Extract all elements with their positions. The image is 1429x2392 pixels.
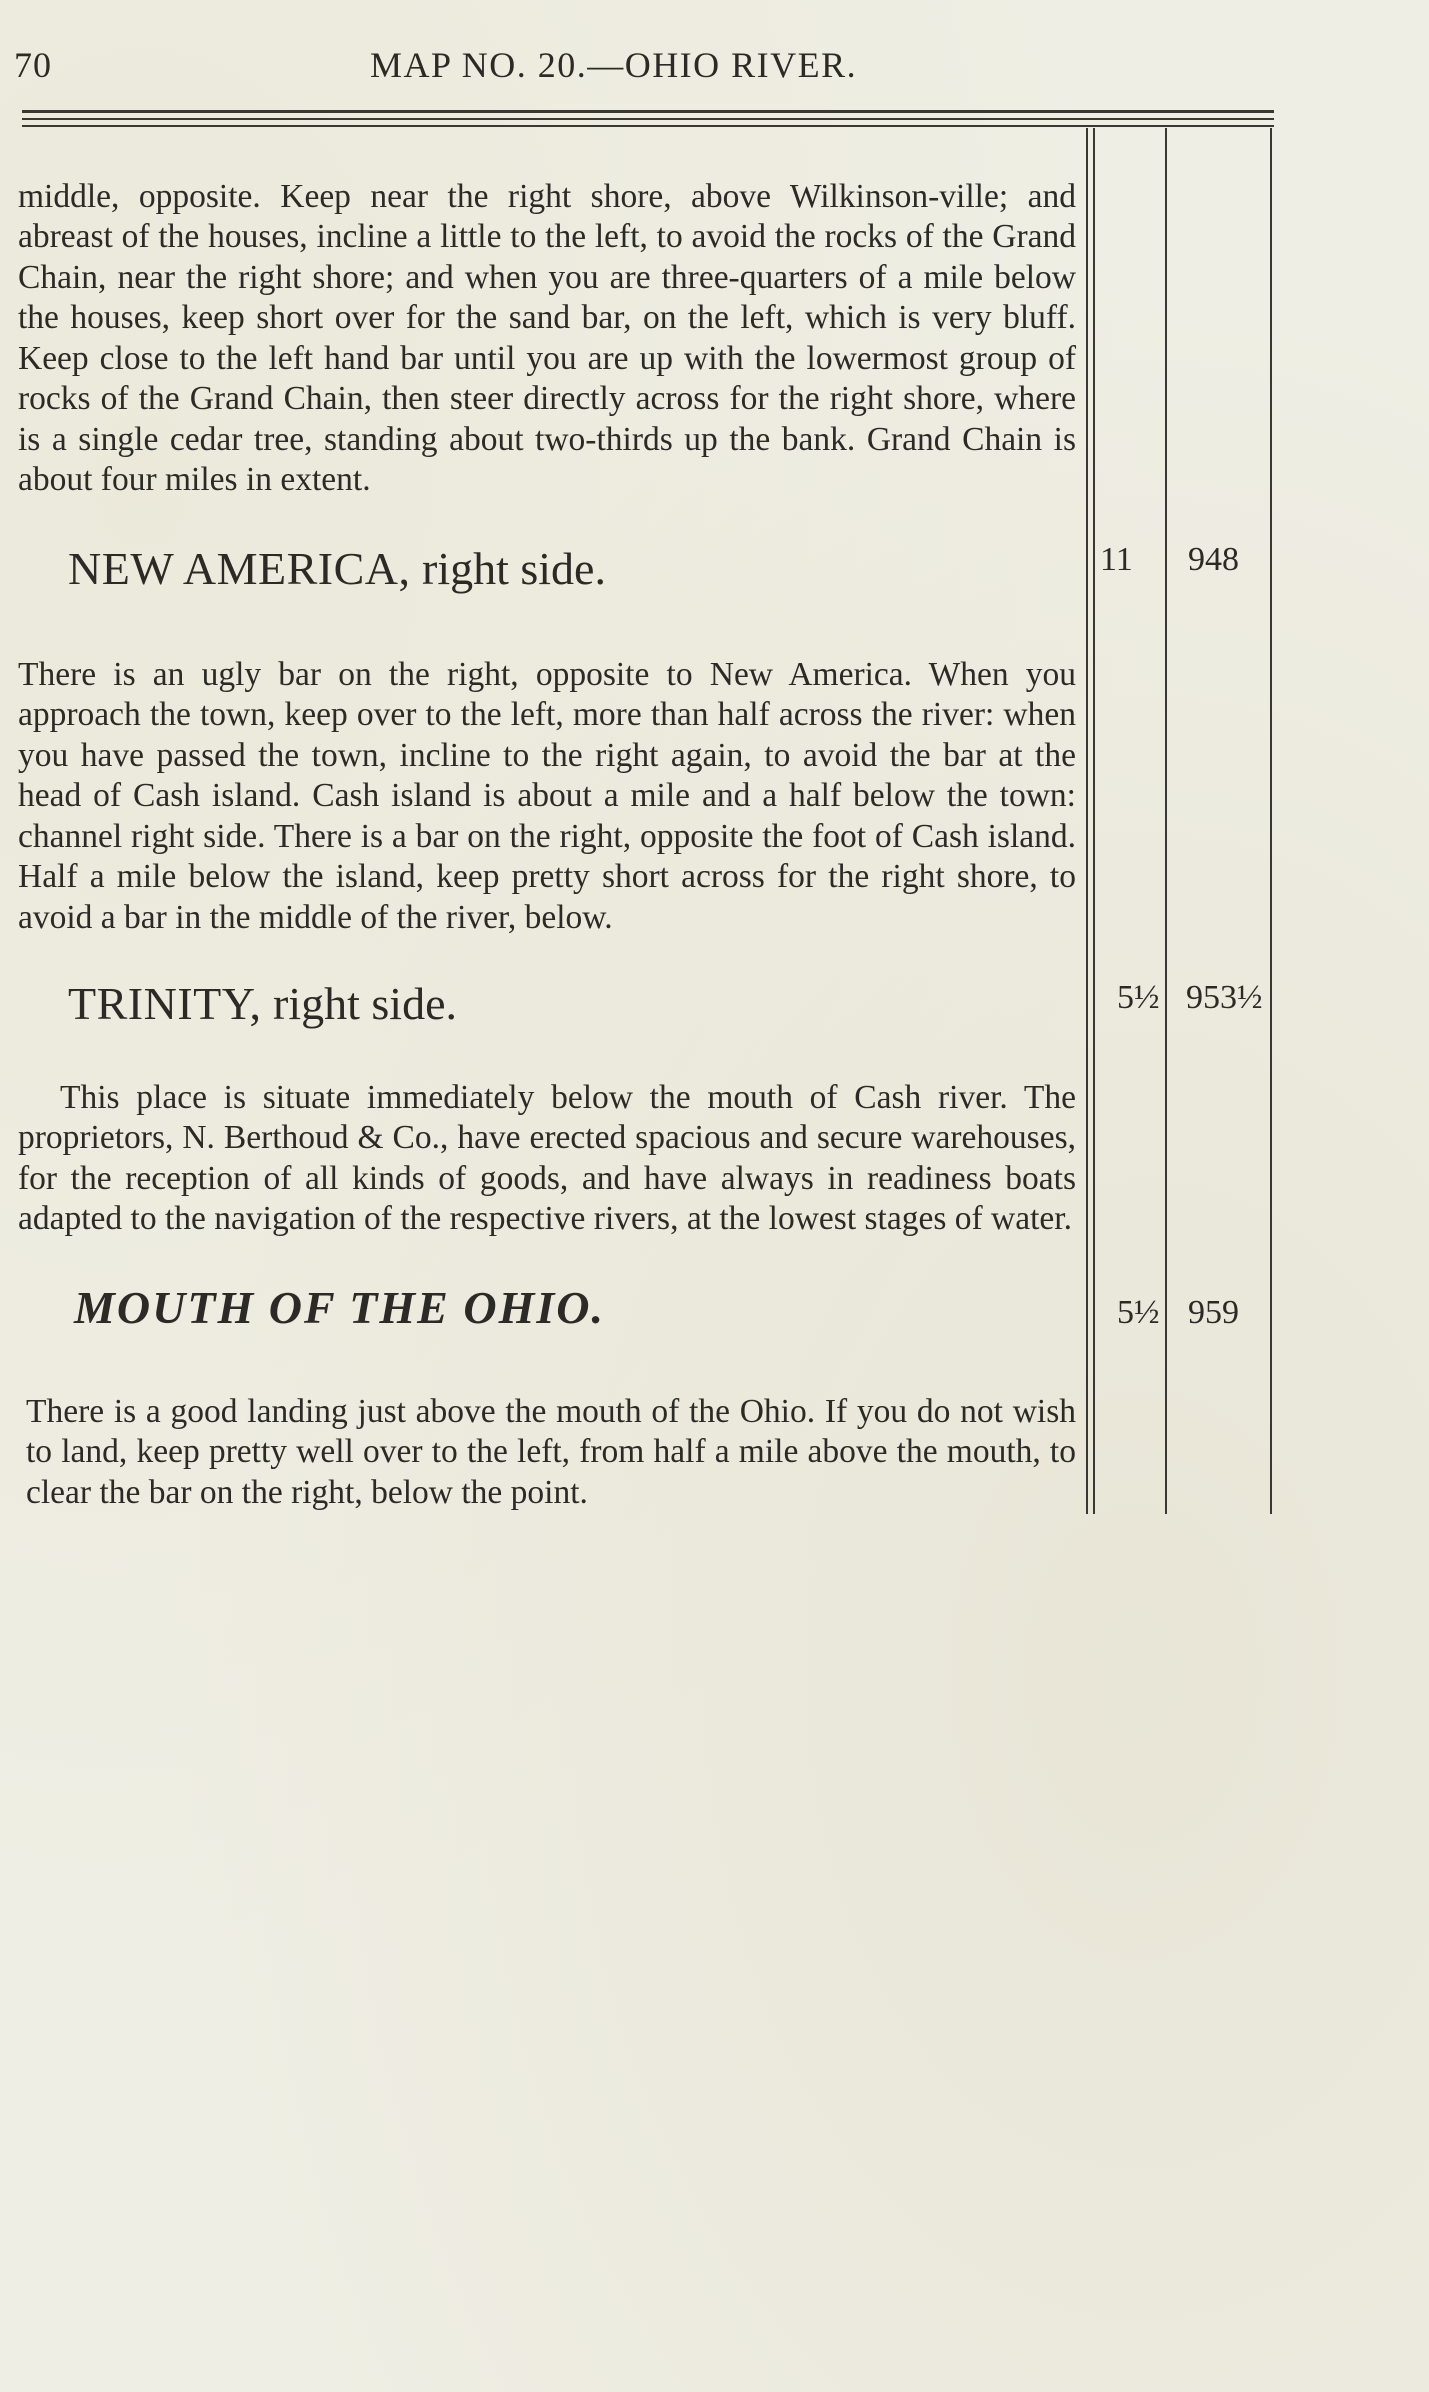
column-rule-left-inner bbox=[1093, 128, 1095, 1514]
column-rule-left-outer bbox=[1086, 128, 1088, 1514]
column-rule-right bbox=[1270, 128, 1272, 1514]
paragraph-new-america: There is an ugly bar on the right, opposite to New America. When you approach the town, keep over to the left, more than half across the river: when you have passed the town, incline to the right again, to avoid the bar at the head of Cash island. Cash island is about a mile and a half below the town: channel right side. There is a bar on the right, opposite the foot of Cash island. Half a mile below the island, keep pretty short across for the right shore, to avoid a bar in the middle of the river, below. bbox=[18, 655, 1076, 936]
heading-new-america bbox=[68, 544, 606, 594]
heading-trinity bbox=[68, 979, 457, 1029]
total-distance-new-america: 948 bbox=[1188, 541, 1239, 578]
distance-mouth-of-the-ohio: 5½ bbox=[1117, 1294, 1160, 1331]
header-rule-bottom bbox=[22, 125, 1274, 127]
distance-new-america: 11 bbox=[1100, 541, 1133, 578]
heading-trinity-name: TRINITY, bbox=[68, 978, 262, 1029]
heading-new-america-side: right side. bbox=[410, 543, 606, 594]
total-distance-mouth-of-the-ohio: 959 bbox=[1188, 1294, 1239, 1331]
paragraph-mouth-of-the-ohio: There is a good landing just above the mouth of the Ohio. If you do not wish to land, keep pretty well over to the left, from half a mile above the mouth, to clear the bar on the right, below the point. bbox=[26, 1392, 1076, 1511]
running-head: MAP NO. 20.—OHIO RIVER. bbox=[370, 45, 858, 85]
paragraph-trinity: This place is situate immediately below the mouth of Cash river. The proprietors, N. Berthoud & Co., have erected spacious and secure warehouses, for the reception of all kinds of goods, and have always in readiness boats adapted to the navigation of the respective rivers, at the lowest stages of water. bbox=[18, 1078, 1076, 1237]
heading-new-america-name: NEW AMERICA, bbox=[68, 543, 411, 594]
header-rule-top bbox=[22, 110, 1274, 113]
column-rule-middle bbox=[1165, 128, 1167, 1514]
heading-trinity-side: right side. bbox=[261, 978, 458, 1029]
distance-trinity: 5½ bbox=[1117, 979, 1160, 1016]
heading-mouth-of-the-ohio: MOUTH OF THE OHIO. bbox=[74, 1282, 605, 1333]
total-distance-trinity: 953½ bbox=[1186, 979, 1263, 1016]
header-rule-middle bbox=[22, 118, 1274, 120]
paragraph-grand-chain: middle, opposite. Keep near the right shore, above Wilkinson-ville; and abreast of the houses, incline a little to the left, to avoid the rocks of the Grand Chain, near the right shore; and when you are three-quarters of a mile below the houses, keep short over for the sand bar, on the left, which is very bluff. Keep close to the left hand bar until you are up with the lowermost group of rocks of the Grand Chain, then steer directly across for the right shore, where is a single cedar tree, standing about two-thirds up the bank. Grand Chain is about four miles in extent. bbox=[18, 177, 1076, 498]
page-number: 70 bbox=[14, 45, 52, 85]
